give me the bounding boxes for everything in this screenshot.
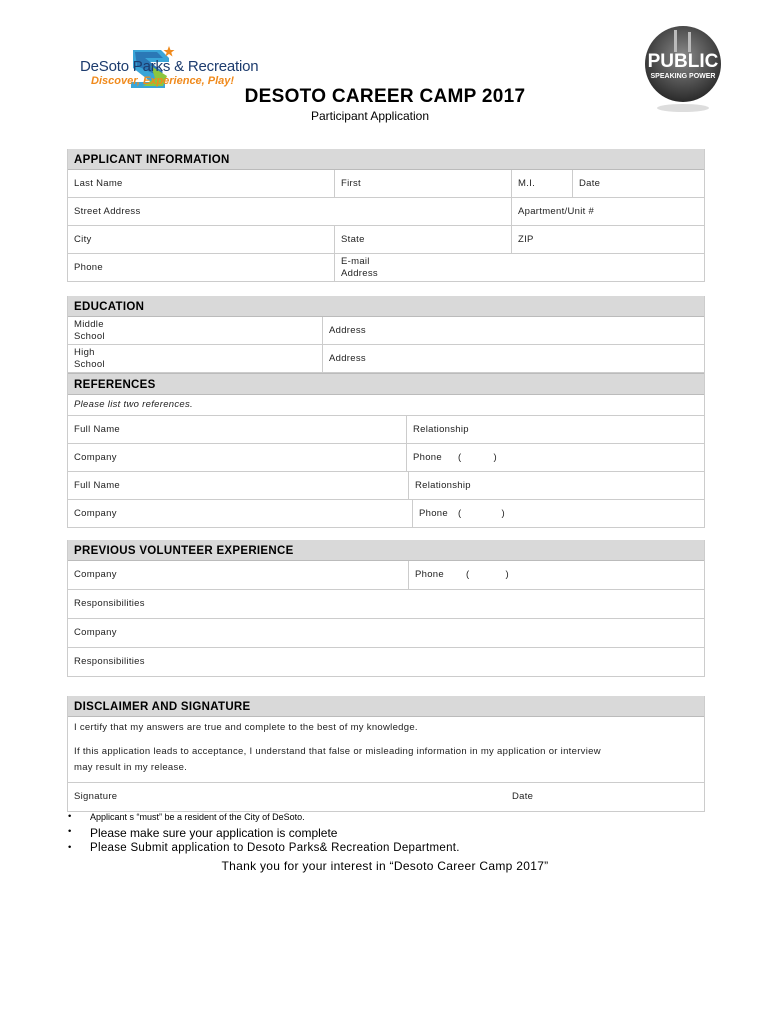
bullet-icon: •: [68, 826, 72, 837]
phone-field[interactable]: Phone: [74, 261, 103, 273]
vol1-responsibilities-field[interactable]: Responsibilities: [74, 598, 145, 609]
vol2-company-field[interactable]: Company: [74, 627, 117, 638]
street-address-field[interactable]: Street Address: [74, 205, 141, 217]
email-field[interactable]: [334, 254, 704, 281]
applicant-section: [67, 149, 705, 282]
education-heading: EDUCATION: [68, 296, 704, 317]
ref2-relationship-field[interactable]: Relationship: [408, 472, 704, 499]
vol1-paren-open: (: [465, 569, 470, 580]
disclaimer-line3: may result in my release.: [74, 762, 188, 773]
ref1-company-field[interactable]: Company: [74, 451, 117, 463]
mi-field[interactable]: M.I.: [511, 170, 572, 197]
vol2-responsibilities-field[interactable]: Responsibilities: [74, 656, 145, 667]
city-field[interactable]: City: [74, 233, 92, 245]
ref2-phone-label: Phone: [419, 507, 448, 519]
middle-label-2: School: [74, 330, 105, 342]
references-note: Please list two references.: [74, 399, 193, 410]
vol1-phone-label: Phone: [415, 569, 444, 580]
disclaimer-section: [67, 696, 705, 812]
page-title: DESOTO CAREER CAMP 2017: [244, 86, 526, 107]
zip-field[interactable]: ZIP: [511, 226, 704, 253]
signature-field[interactable]: Signature: [74, 791, 118, 802]
high-school-field[interactable]: [68, 345, 322, 372]
ref1-name-field[interactable]: Full Name: [74, 423, 120, 435]
ref1-paren-open: (: [457, 451, 462, 463]
email-label-2: Address: [341, 267, 378, 279]
high-label-1: High: [74, 346, 95, 358]
ref2-phone-field[interactable]: [412, 500, 704, 527]
ref1-phone-field[interactable]: [406, 444, 704, 471]
vol1-company-field[interactable]: Company: [74, 569, 117, 580]
note-submit: Please Submit application to Desoto Parks& Recreation Department.: [90, 842, 460, 854]
logo-tagline: Discover, Experience, Play!: [91, 75, 235, 87]
ref2-name-field[interactable]: Full Name: [74, 479, 120, 491]
ref2-paren-open: (: [457, 507, 462, 519]
middle-label-1: Middle: [74, 318, 104, 330]
bullet-icon: •: [68, 842, 72, 853]
high-school-address-field[interactable]: Address: [322, 345, 704, 372]
high-label-2: School: [74, 358, 105, 370]
education-section: [67, 296, 705, 528]
volunteer-heading: PREVIOUS VOLUNTEER EXPERIENCE: [68, 540, 704, 561]
page-subtitle: Participant Application: [310, 109, 430, 123]
disclaimer-paragraph: [68, 738, 704, 782]
middle-school-field[interactable]: [68, 317, 322, 344]
ref1-phone-label: Phone: [413, 451, 442, 463]
last-name-field[interactable]: Last Name: [74, 177, 123, 189]
disclaimer-heading: DISCLAIMER AND SIGNATURE: [68, 696, 704, 717]
first-name-field[interactable]: First: [334, 170, 511, 197]
state-field[interactable]: State: [334, 226, 511, 253]
disclaimer-line2: If this application leads to acceptance, I understand that false or misleading information in my application or interview: [74, 746, 601, 757]
disclaimer-line1: I certify that my answers are true and complete to the best of my knowledge.: [74, 721, 418, 733]
date-field[interactable]: Date: [572, 170, 704, 197]
thank-you-text: Thank you for your interest in “Desoto Career Camp 2017”: [221, 859, 549, 873]
badge-line2: SPEAKING POWER: [650, 73, 716, 80]
apartment-field[interactable]: Apartment/Unit #: [511, 198, 704, 225]
badge-line1: PUBLIC: [647, 51, 719, 72]
signature-date-field[interactable]: Date: [512, 791, 534, 802]
logo-name: DeSoto Parks & Recreation: [80, 58, 259, 75]
email-label-1: E-mail: [341, 255, 370, 267]
bullet-icon: •: [68, 811, 72, 822]
ref1-paren-close: ): [493, 451, 497, 463]
note-resident: Applicant s “must” be a resident of the City of DeSoto.: [90, 812, 305, 822]
vol1-phone-field[interactable]: [408, 561, 704, 589]
ref2-paren-close: ): [501, 507, 505, 519]
volunteer-section: [67, 540, 705, 677]
references-heading: REFERENCES: [68, 373, 704, 395]
ref1-relationship-field[interactable]: Relationship: [406, 416, 704, 443]
ref2-company-field[interactable]: Company: [74, 507, 117, 519]
applicant-heading: APPLICANT INFORMATION: [68, 149, 704, 170]
middle-school-address-field[interactable]: Address: [322, 317, 704, 344]
note-complete: Please make sure your application is complete: [90, 826, 338, 840]
vol1-paren-close: ): [505, 569, 509, 580]
